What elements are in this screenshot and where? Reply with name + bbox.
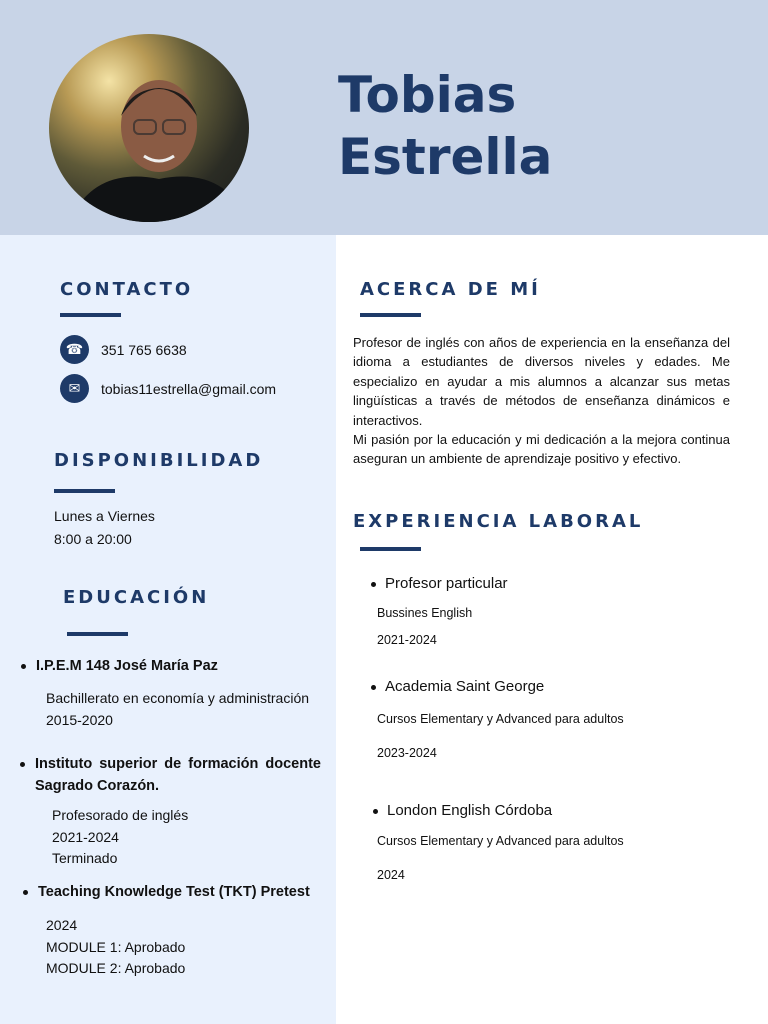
mail-icon: ✉ xyxy=(60,374,89,403)
experience-item-2-detail: Cursos Elementary y Advanced para adultos xyxy=(377,712,624,726)
last-name: Estrella xyxy=(338,128,553,186)
education-item-1-degree: Bachillerato en economía y administración xyxy=(46,690,310,706)
experience-item-2-title: Academia Saint George xyxy=(385,678,545,695)
profile-photo-illustration xyxy=(49,34,249,222)
education-item-2-status: Terminado xyxy=(52,850,118,866)
about-heading: ACERCA DE MÍ xyxy=(360,279,541,300)
education-rule xyxy=(67,632,128,636)
email-row xyxy=(60,374,276,403)
education-item-3-module-1: MODULE 1: Aprobado xyxy=(46,939,186,955)
education-item-1-years: 2015-2020 xyxy=(46,712,113,728)
availability-rule xyxy=(54,489,115,493)
phone-icon: ☎ xyxy=(60,335,89,364)
experience-item-3-title: London English Córdoba xyxy=(387,802,553,819)
person-name xyxy=(338,64,552,188)
contact-rule xyxy=(60,313,121,317)
about-paragraph-2: Mi pasión por la educación y mi dedicación a la mejora continua aseguran un ambiente de aprendizaje positivo y efectivo. xyxy=(353,432,730,467)
left-column xyxy=(0,235,336,1024)
about-rule xyxy=(360,313,421,317)
experience-item-2-years: 2023-2024 xyxy=(377,746,437,760)
phone-number[interactable]: 351 765 6638 xyxy=(101,341,187,358)
experience-rule xyxy=(360,547,421,551)
education-item-3-title: Teaching Knowledge Test (TKT) Pretest xyxy=(38,881,323,903)
education-item-3-year: 2024 xyxy=(46,917,78,933)
contact-heading: CONTACTO xyxy=(60,279,194,300)
about-paragraph-1: Profesor de inglés con años de experiencia en la enseñanza del idioma a estudiantes de diversos niveles y edades. Me especializo en ayudar a mis alumnos a alcanzar sus metas lingüísticas a través de métodos de enseñanza dinámicos e interactivos. xyxy=(353,335,730,428)
experience-item-3-years: 2024 xyxy=(377,868,405,882)
education-item-2-years: 2021-2024 xyxy=(52,829,119,845)
experience-item-1-years: 2021-2024 xyxy=(377,633,437,647)
experience-item-1-detail: Bussines English xyxy=(377,606,473,620)
education-heading: EDUCACIÓN xyxy=(63,587,210,608)
availability-hours: 8:00 a 20:00 xyxy=(54,531,132,547)
email-address[interactable]: tobias11estrella@gmail.com xyxy=(101,380,277,397)
education-item-2-title: Instituto superior de formación docente Sagrado Corazón. xyxy=(35,753,321,797)
profile-photo xyxy=(49,34,249,222)
education-item-2-degree: Profesorado de inglés xyxy=(52,807,189,823)
header-band xyxy=(0,0,768,235)
phone-row xyxy=(60,335,187,364)
experience-heading: EXPERIENCIA LABORAL xyxy=(353,511,644,532)
education-item-3-module-2: MODULE 2: Aprobado xyxy=(46,960,186,976)
experience-item-1-title: Profesor particular xyxy=(385,575,508,592)
about-text xyxy=(353,333,730,469)
availability-heading: DISPONIBILIDAD xyxy=(54,450,264,471)
first-name: Tobias xyxy=(338,66,517,124)
experience-item-3-detail: Cursos Elementary y Advanced para adultos xyxy=(377,834,624,848)
education-item-1-title: I.P.E.M 148 José María Paz xyxy=(36,655,321,677)
availability-days: Lunes a Viernes xyxy=(54,508,155,524)
